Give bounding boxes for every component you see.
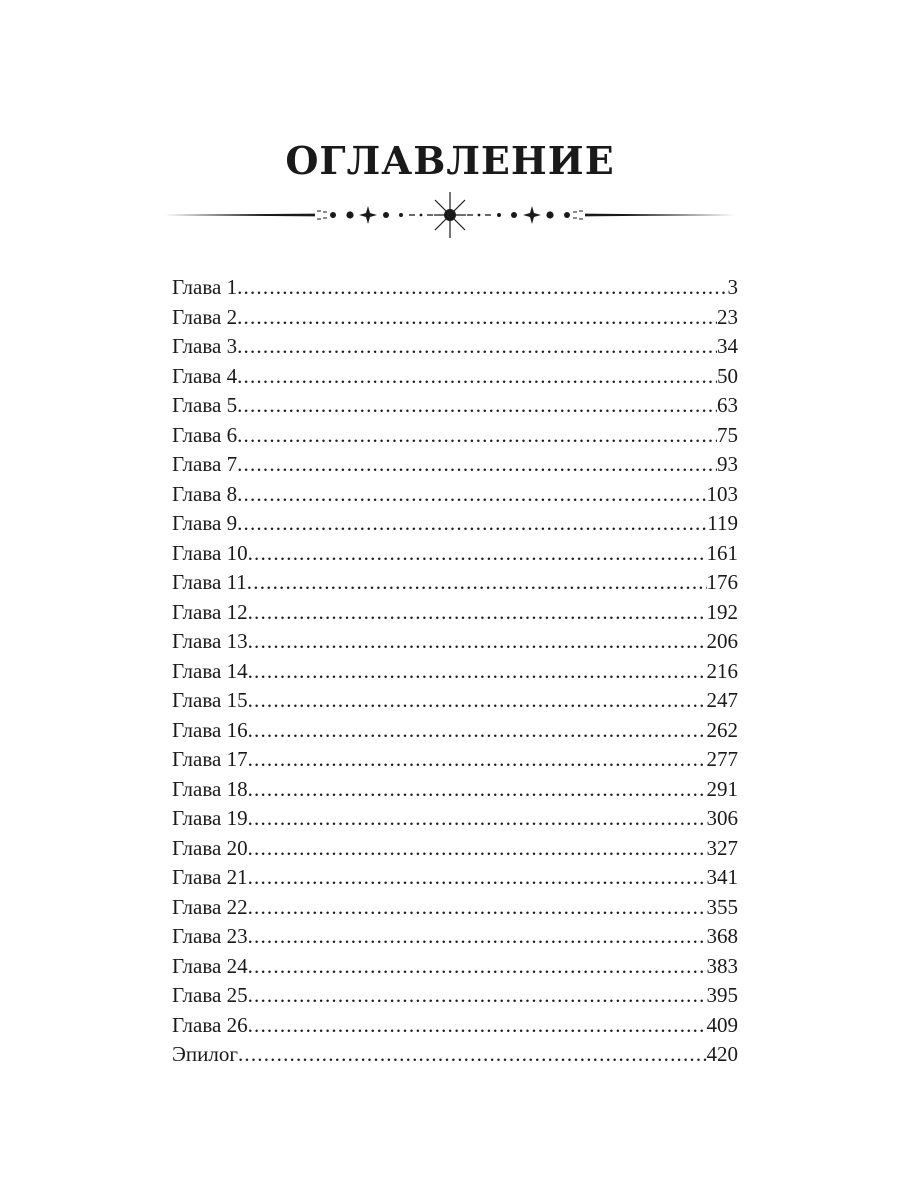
toc-entry-label: Глава 2 [172,304,238,329]
toc-entry[interactable] [172,804,738,834]
toc-dot-leader [248,745,707,775]
toc-entry-page: 50 [717,363,738,388]
toc-entry-label: Глава 1 [172,275,238,299]
toc-dot-leader [248,952,707,982]
toc-entry[interactable] [172,539,738,569]
toc-entry-label: Глава 25 [172,983,248,1007]
toc-entry[interactable] [172,893,738,923]
toc-entry-label: Глава 10 [172,540,248,565]
toc-entry[interactable] [172,303,738,333]
toc-dot-leader [248,686,707,716]
toc-dot-leader [248,981,707,1011]
toc-entry-label: Глава 26 [172,1012,248,1037]
toc-entry-page: 247 [706,688,738,712]
toc-entry-label: Глава 17 [172,747,248,771]
toc-dot-leader [237,332,717,362]
toc-entry[interactable] [172,775,738,805]
toc-dot-leader [237,421,717,451]
toc-entry-label: Глава 19 [172,806,248,830]
toc-entry-page: 291 [706,776,738,801]
toc-entry-page: 206 [706,629,738,653]
toc-dot-leader [248,598,707,628]
toc-dot-leader [248,863,707,893]
toc-dot-leader [237,480,706,510]
toc-dot-leader [248,775,707,805]
toc-dot-leader [237,450,717,480]
toc-entry[interactable] [172,598,738,628]
toc-entry[interactable] [172,834,738,864]
toc-entry-label: Глава 3 [172,334,238,358]
toc-entry-page: 277 [706,747,738,771]
toc-entry-label: Глава 16 [172,717,248,742]
toc-dot-leader [248,627,707,657]
toc-entry-page: 262 [706,717,738,742]
toc-entry-page: 192 [706,599,738,624]
toc-dot-leader [237,391,717,421]
toc-dot-leader [238,1040,707,1070]
toc-entry[interactable] [172,627,738,657]
toc-entry[interactable] [172,509,738,539]
toc-entry[interactable] [172,1040,738,1070]
toc-entry-page: 34 [717,334,738,358]
toc-dot-leader [248,539,707,569]
toc-entry-label: Глава 11 [172,570,247,594]
toc-entry-page: 216 [706,658,738,683]
toc-entry[interactable] [172,568,738,598]
toc-entry[interactable] [172,922,738,952]
toc-entry-label: Глава 5 [172,393,238,417]
toc-entry-page: 395 [706,983,738,1007]
toc-entry[interactable] [172,421,738,451]
toc-entry-page: 409 [706,1012,738,1037]
toc-entry[interactable] [172,657,738,687]
starburst-divider-icon [165,192,735,238]
table-of-contents [172,273,738,1070]
toc-dot-leader [237,303,717,333]
toc-entry-page: 3 [727,275,738,299]
toc-dot-leader [248,922,707,952]
toc-entry-label: Глава 24 [172,953,248,978]
toc-entry-label: Глава 6 [172,422,238,447]
toc-dot-leader [248,657,707,687]
toc-dot-leader [247,568,707,598]
toc-dot-leader [248,893,707,923]
toc-entry-page: 93 [717,452,738,476]
toc-entry[interactable] [172,391,738,421]
toc-entry-label: Глава 14 [172,658,248,683]
toc-entry-page: 420 [706,1042,738,1066]
toc-entry-page: 23 [717,304,738,329]
toc-entry-page: 119 [707,511,738,535]
toc-dot-leader [237,273,727,303]
toc-entry[interactable] [172,362,738,392]
toc-dot-leader [248,804,707,834]
toc-entry-page: 63 [717,393,738,417]
toc-entry-page: 368 [706,924,738,948]
toc-entry-label: Глава 9 [172,511,238,535]
toc-entry-label: Глава 4 [172,363,238,388]
toc-entry[interactable] [172,450,738,480]
toc-entry[interactable] [172,981,738,1011]
toc-entry[interactable] [172,863,738,893]
toc-entry[interactable] [172,1011,738,1041]
toc-entry-page: 103 [706,481,738,506]
toc-entry-label: Глава 8 [172,481,238,506]
toc-entry-label: Глава 22 [172,894,248,919]
toc-entry-label: Глава 23 [172,924,248,948]
toc-entry-label: Глава 13 [172,629,248,653]
toc-entry-label: Эпилог [172,1042,238,1066]
toc-entry[interactable] [172,686,738,716]
toc-dot-leader [237,509,707,539]
toc-dot-leader [248,834,707,864]
toc-entry-label: Глава 12 [172,599,248,624]
toc-entry[interactable] [172,480,738,510]
toc-entry-label: Глава 21 [172,865,248,889]
toc-entry-page: 355 [706,894,738,919]
toc-entry-label: Глава 18 [172,776,248,801]
toc-dot-leader [248,1011,707,1041]
toc-entry[interactable] [172,952,738,982]
toc-entry-page: 306 [706,806,738,830]
toc-entry[interactable] [172,745,738,775]
toc-entry-label: Глава 7 [172,452,238,476]
toc-entry[interactable] [172,716,738,746]
toc-entry-page: 383 [706,953,738,978]
toc-entry-page: 176 [706,570,738,594]
toc-entry-page: 75 [717,422,738,447]
toc-entry-page: 341 [706,865,738,889]
toc-entry-label: Глава 15 [172,688,248,712]
toc-entry[interactable] [172,273,738,303]
toc-entry[interactable] [172,332,738,362]
toc-dot-leader [237,362,717,392]
toc-dot-leader [248,716,707,746]
toc-entry-page: 161 [706,540,738,565]
page-title: ОГЛАВЛЕНИЕ [285,138,615,183]
toc-entry-page: 327 [706,835,738,860]
toc-entry-label: Глава 20 [172,835,248,860]
